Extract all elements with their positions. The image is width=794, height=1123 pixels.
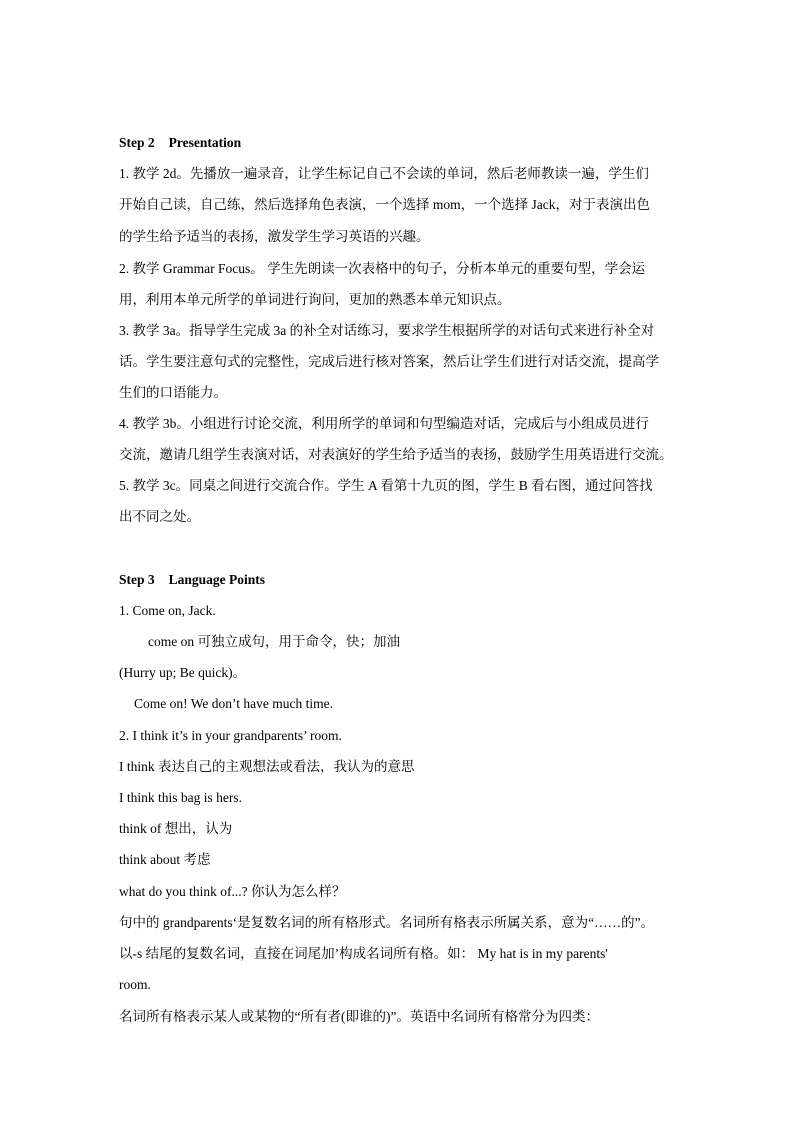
step3-line: room. (119, 977, 151, 992)
step3-line: what do you think of...? 你认为怎么样？ (119, 884, 346, 899)
step2-line: 生们的口语能力。 (119, 385, 227, 400)
step2-heading (119, 134, 241, 152)
step2-line: 的学生给予适当的表扬，激发学生学习英语的兴趣。 (119, 229, 430, 244)
step2-line: 交流，邀请几组学生表演对话，对表演好的学生给予适当的表扬，鼓励学生用英语进行交流。 (119, 447, 673, 462)
step2-line: 开始自己读，自己练，然后选择角色表演，一个选择 mom，一个选择 Jack，对于表演出色 (119, 197, 650, 212)
step3-heading-title: Language Points (168, 572, 266, 587)
step3-line: (Hurry up; Be quick)。 (119, 665, 247, 680)
step2-line: 3. 教学 3a。指导学生完成 3a 的补全对话练习，要求学生根据所学的对话句式来进行补全对 (119, 323, 655, 338)
step3-line: 2. I think it’s in your grandparents’ room. (119, 728, 342, 743)
step3-line: 1. Come on, Jack. (119, 603, 216, 618)
step3-line: I think this bag is hers. (119, 790, 242, 805)
step3-line: 名词所有格表示某人或某物的“所有者(即谁的)”。英语中名词所有格常分为四类： (119, 1009, 599, 1024)
step2-line: 1. 教学 2d。先播放一遍录音，让学生标记自己不会读的单词，然后老师教读一遍，学生们 (119, 166, 649, 181)
step3-line: 句中的 grandparents‘是复数名词的所有格形式。名词所有格表示所属关系，意为“……的”。 (119, 915, 655, 930)
step2-heading-label: Step 2 (119, 135, 155, 150)
step3-line: 以-s 结尾的复数名词，直接在词尾加’构成名词所有格。如： My hat is in my parents' (119, 946, 608, 961)
step3-line: I think 表达自己的主观想法或看法，我认为的意思 (119, 759, 415, 774)
step2-line: 用，利用本单元所学的单词进行询问，更加的熟悉本单元知识点。 (119, 292, 511, 307)
step2-line: 2. 教学 Grammar Focus。 学生先朗读一次表格中的句子，分析本单元的重要句型，学会运 (119, 261, 646, 276)
step2-line: 话。学生要注意句式的完整性，完成后进行核对答案，然后让学生们进行对话交流，提高学 (119, 354, 659, 369)
step3-line: come on 可独立成句，用于命令，快；加油 (148, 634, 400, 649)
step3-line: Come on! We don’t have much time. (134, 696, 333, 711)
step2-line: 4. 教学 3b。小组进行讨论交流，利用所学的单词和句型编造对话，完成后与小组成员进行 (119, 416, 649, 431)
step2-heading-title: Presentation (168, 135, 242, 150)
step2-line: 5. 教学 3c。同桌之间进行交流合作。学生 A 看第十九页的图，学生 B 看右图，通过问答找 (119, 478, 653, 493)
step3-line: think of 想出，认为 (119, 821, 233, 836)
step3-heading (119, 571, 265, 589)
step3-line: think about 考虑 (119, 852, 211, 867)
step2-line: 出不同之处。 (119, 509, 200, 524)
step3-heading-label: Step 3 (119, 572, 155, 587)
